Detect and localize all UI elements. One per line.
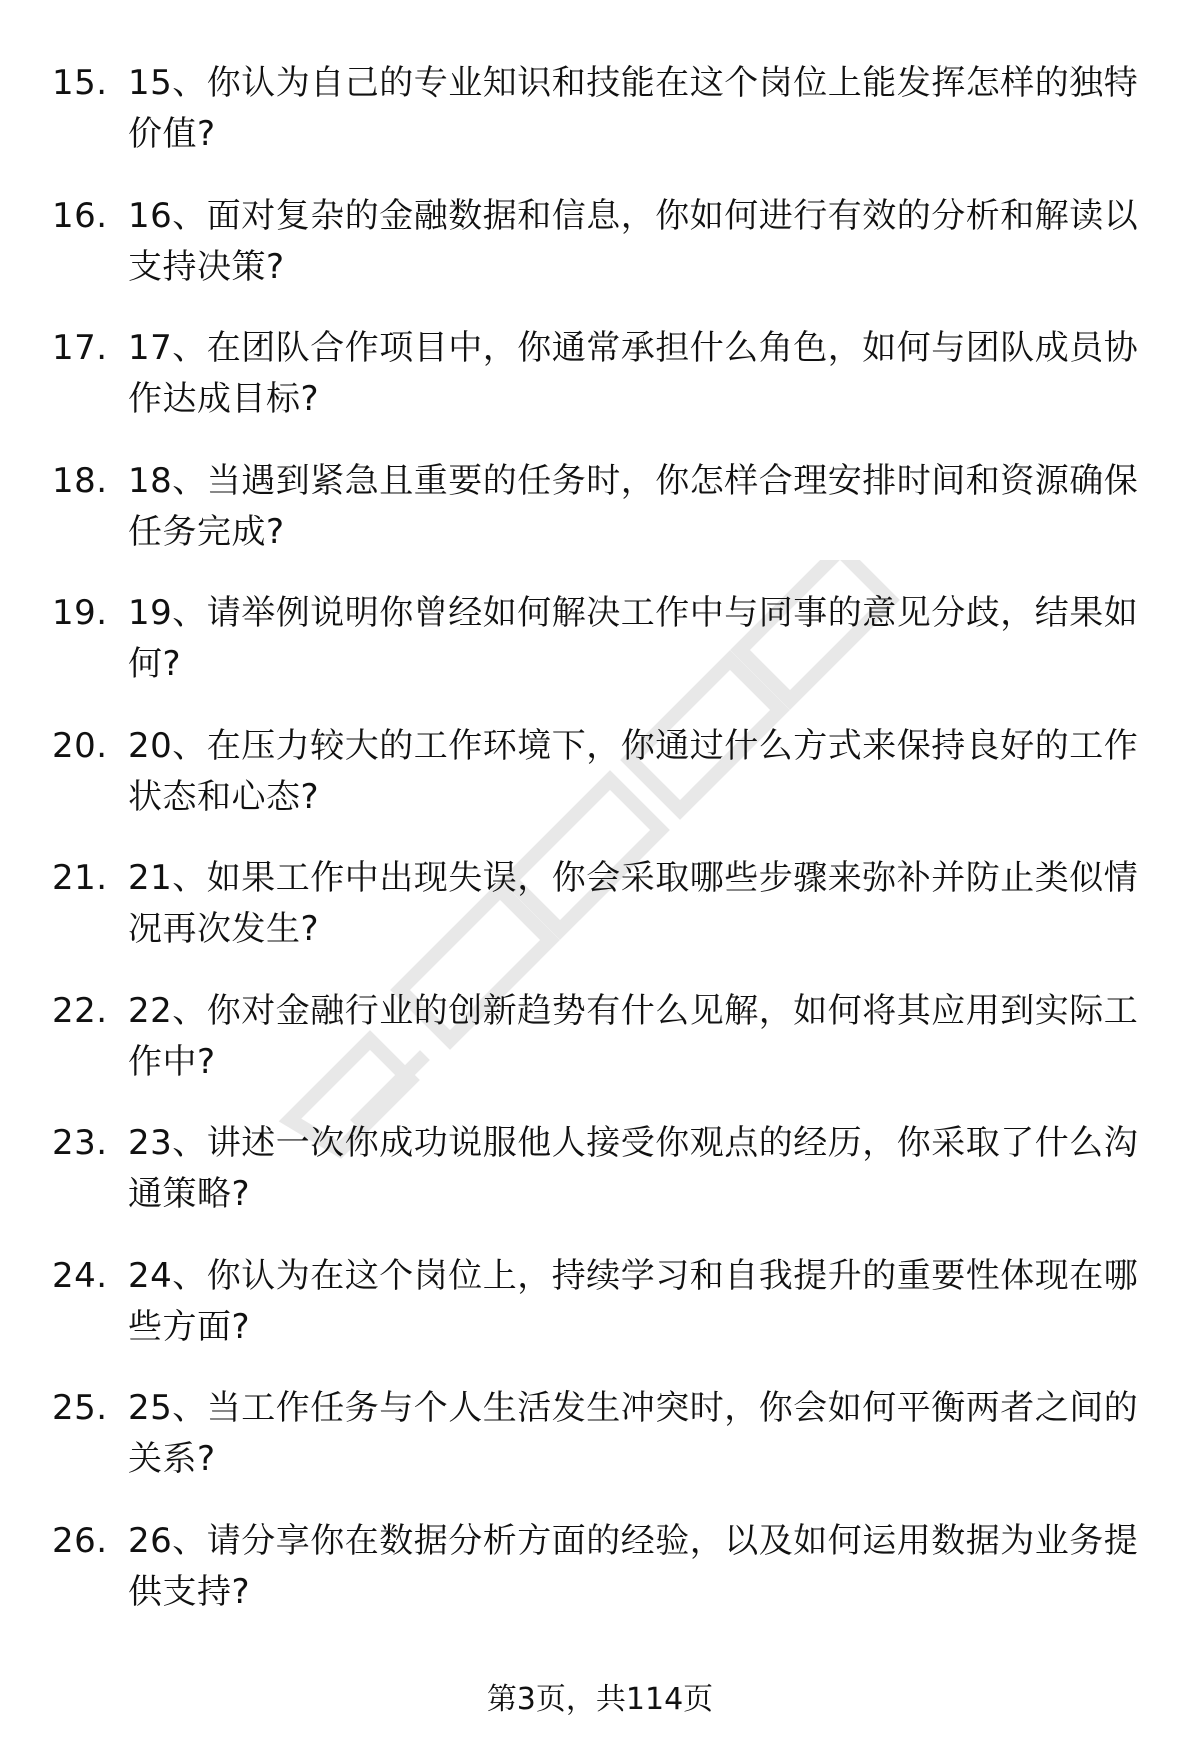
list-item <box>52 588 1152 684</box>
page-number-footer: 第3页，共114页 <box>486 1682 714 1717</box>
question-text: 17、在团队合作项目中，你通常承担什么角色，如何与团队成员协作达成目标? <box>128 328 1139 419</box>
question-number: 17. <box>52 328 108 368</box>
question-text: 18、当遇到紧急且重要的任务时，你怎样合理安排时间和资源确保任务完成? <box>128 460 1139 552</box>
question-number: 16. <box>52 195 108 236</box>
list-item <box>52 1383 1152 1479</box>
question-list <box>52 58 1152 1648</box>
question-number: 25. <box>52 1388 108 1428</box>
question-text: 15、你认为自己的专业知识和技能在这个岗位上能发挥怎样的独特价值? <box>128 63 1139 154</box>
list-item <box>52 853 1152 949</box>
question-text: 26、请分享你在数据分析方面的经验，以及如何运用数据为业务提供支持? <box>128 1520 1139 1612</box>
list-item <box>52 1118 1152 1214</box>
question-number: 18. <box>52 460 108 501</box>
question-text: 19、请举例说明你曾经如何解决工作中与同事的意见分歧，结果如何? <box>128 593 1139 684</box>
question-number: 15. <box>52 63 108 103</box>
list-item <box>52 1516 1152 1612</box>
list-item <box>52 1251 1152 1347</box>
question-number: 24. <box>52 1255 108 1296</box>
list-item <box>52 58 1152 154</box>
question-number: 22. <box>52 990 108 1031</box>
question-text: 21、如果工作中出现失误，你会采取哪些步骤来弥补并防止类似情况再次发生? <box>128 858 1139 949</box>
question-text: 25、当工作任务与个人生活发生冲突时，你会如何平衡两者之间的关系? <box>128 1388 1139 1479</box>
question-number: 21. <box>52 858 108 898</box>
list-item <box>52 986 1152 1082</box>
question-number: 19. <box>52 593 108 633</box>
question-text: 20、在压力较大的工作环境下，你通过什么方式来保持良好的工作状态和心态? <box>128 725 1139 817</box>
question-text: 16、面对复杂的金融数据和信息，你如何进行有效的分析和解读以支持决策? <box>128 195 1139 287</box>
list-item <box>52 323 1152 419</box>
question-text: 23、讲述一次你成功说服他人接受你观点的经历，你采取了什么沟通策略? <box>128 1123 1139 1214</box>
question-text: 24、你认为在这个岗位上，持续学习和自我提升的重要性体现在哪些方面? <box>128 1255 1139 1347</box>
list-item <box>52 721 1152 817</box>
list-item <box>52 456 1152 552</box>
question-number: 20. <box>52 725 108 766</box>
question-number: 23. <box>52 1123 108 1163</box>
question-text: 22、你对金融行业的创新趋势有什么见解，如何将其应用到实际工作中? <box>128 990 1139 1082</box>
list-item <box>52 191 1152 287</box>
question-number: 26. <box>52 1520 108 1561</box>
